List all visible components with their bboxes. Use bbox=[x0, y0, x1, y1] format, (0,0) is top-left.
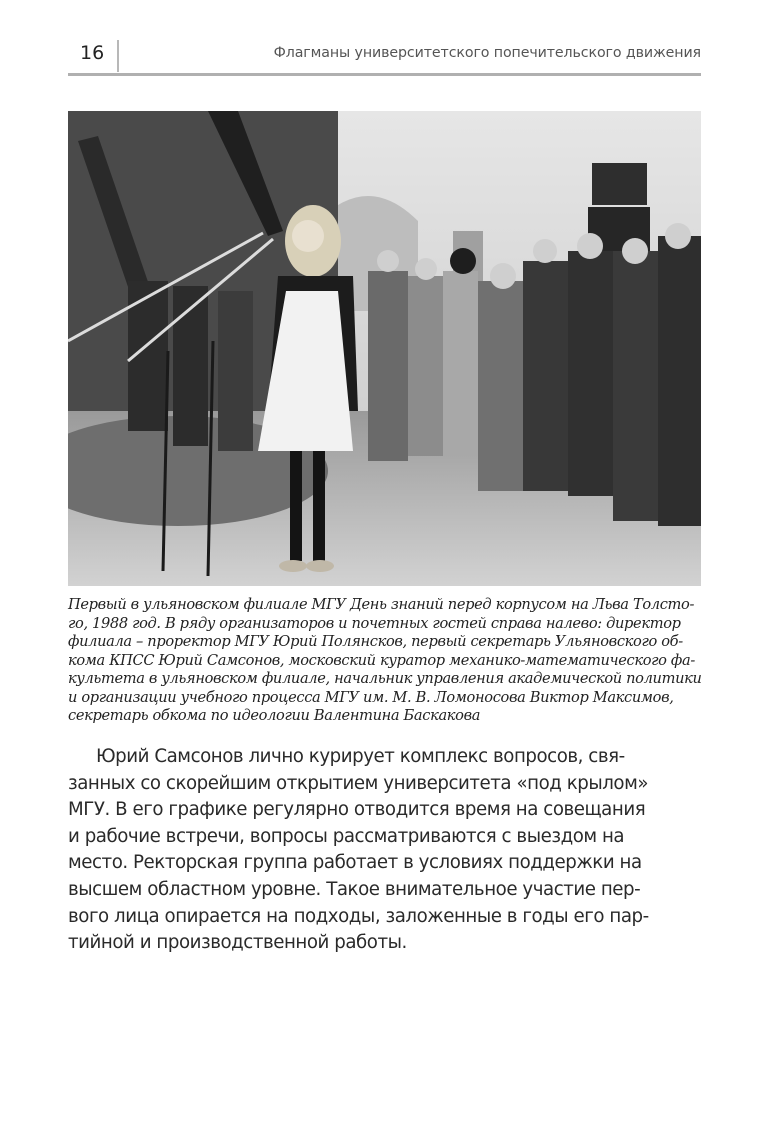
body-paragraph bbox=[68, 744, 701, 957]
header-vertical-divider bbox=[117, 40, 119, 72]
photo-illustration bbox=[68, 111, 701, 586]
archive-photo bbox=[68, 111, 701, 586]
running-title: Флагманы университетского попечительского движения bbox=[273, 45, 701, 61]
caption-line: секретарь обкома по идеологии Валентина Баскакова bbox=[68, 707, 481, 724]
body-line: Юрий Самсонов лично курирует комплекс вопросов, свя- bbox=[96, 746, 625, 767]
body-line: занных со скорейшим открытием университета «под крылом» bbox=[68, 772, 649, 794]
body-line: высшем областном уровне. Такое внимательное участие пер- bbox=[68, 878, 641, 900]
body-line: тийной и производственной работы. bbox=[68, 932, 407, 954]
page-header bbox=[68, 38, 701, 74]
body-line: место. Ректорская группа работает в условиях поддержки на bbox=[68, 852, 642, 874]
body-line: и рабочие встречи, вопросы рассматриваются с выездом на bbox=[68, 825, 625, 847]
caption-line: кома КПСС Юрий Самсонов, московский куратор механико-математического фа- bbox=[68, 651, 695, 669]
caption-line: культета в ульяновском филиале, начальник управления академической политики bbox=[68, 670, 702, 687]
caption-line: филиала – проректор МГУ Юрий Полянсков, первый секретарь Ульяновского об- bbox=[68, 633, 683, 650]
header-rule bbox=[68, 73, 701, 76]
photo-caption bbox=[68, 596, 701, 726]
page-number: 16 bbox=[80, 42, 105, 64]
caption-line: го, 1988 год. В ряду организаторов и почетных гостей справа налево: директор bbox=[68, 614, 681, 632]
caption-line: Первый в ульяновском филиале МГУ День знаний перед корпусом на Льва Толсто- bbox=[68, 596, 695, 613]
body-line: МГУ. В его графике регулярно отводится время на совещания bbox=[68, 799, 646, 821]
memorial-plaque-upper bbox=[592, 163, 647, 205]
caption-line: и организации учебного процесса МГУ им. М. В. Ломоносова Виктор Максимов, bbox=[68, 688, 674, 706]
body-line: вого лица опирается на подходы, заложенные в годы его пар- bbox=[68, 905, 649, 927]
